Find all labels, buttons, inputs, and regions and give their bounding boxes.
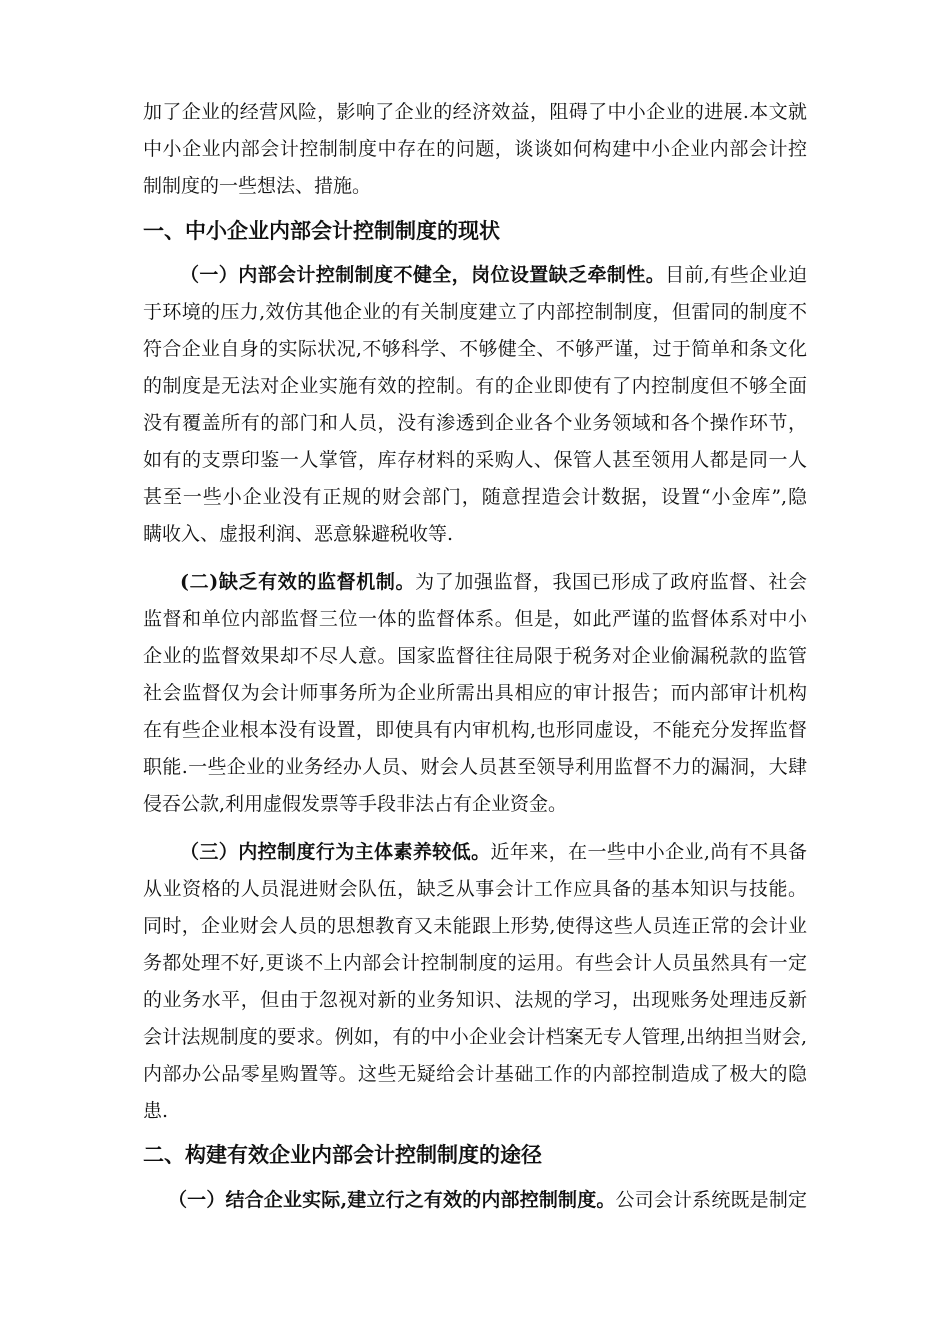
paragraph-line: 患. bbox=[143, 1100, 169, 1122]
paragraph-line: 的业务水平，但由于忽视对新的业务知识、法规的学习，出现账务处理违反新 bbox=[143, 989, 807, 1011]
paragraph-line: 甚至一些小企业没有正规的财会部门，随意捏造会计数据，设置“小金库”,隐 bbox=[143, 486, 807, 508]
section-heading: 一、中小企业内部会计控制制度的现状 bbox=[143, 219, 500, 243]
paragraph-text: 目前,有些企业迫 bbox=[665, 264, 807, 286]
paragraph-lead: （一）内部会计控制制度不健全，岗位设置缺乏牵制性。 bbox=[180, 264, 666, 286]
paragraph-first-line bbox=[180, 263, 807, 287]
paragraph-first-line bbox=[168, 1188, 807, 1212]
paragraph-text: 近年来，在一些中小企业,尚有不具备 bbox=[490, 841, 807, 863]
paragraph-lead: （一）结合企业实际,建立行之有效的内部控制制度。 bbox=[168, 1189, 616, 1211]
paragraph-line: 如有的支票印鉴一人掌管，库存材料的采购人、保管人甚至领用人都是同一人 bbox=[143, 449, 807, 471]
paragraph-line: 企业的监督效果却不尽人意。国家监督往往局限于税务对企业偷漏税款的监管 bbox=[143, 645, 807, 667]
paragraph-line: 于环境的压力,效仿其他企业的有关制度建立了内部控制制度，但雷同的制度不 bbox=[143, 301, 807, 323]
paragraph-text: 公司会计系统既是制定 bbox=[615, 1189, 807, 1211]
paragraph-line: 瞒收入、虚报利润、恶意躲避税收等. bbox=[143, 523, 454, 545]
paragraph-line: 没有覆盖所有的部门和人员，没有渗透到企业各个业务领域和各个操作环节， bbox=[143, 412, 807, 434]
section-heading: 二、构建有效企业内部会计控制制度的途径 bbox=[143, 1143, 542, 1167]
paragraph-line: 在有些企业根本没有设置，即使具有内审机构,也形同虚设，不能充分发挥监督 bbox=[143, 719, 807, 741]
paragraph-line: 侵吞公款,利用虚假发票等手段非法占有企业资金。 bbox=[143, 793, 568, 815]
paragraph-line: 会计法规制度的要求。例如，有的中小企业会计档案无专人管理,出纳担当财会, bbox=[143, 1026, 807, 1048]
intro-line: 加了企业的经营风险，影响了企业的经济效益，阻碍了中小企业的进展.本文就 bbox=[143, 101, 807, 123]
paragraph-lead: (二)缺乏有效的监督机制。 bbox=[180, 571, 416, 593]
paragraph-line: 内部办公品零星购置等。这些无疑给会计基础工作的内部控制造成了极大的隐 bbox=[143, 1063, 807, 1085]
paragraph-first-line bbox=[180, 570, 807, 594]
paragraph-lead: （三）内控制度行为主体素养较低。 bbox=[180, 841, 491, 863]
paragraph-first-line bbox=[180, 840, 807, 864]
paragraph-line: 从业资格的人员混进财会队伍，缺乏从事会计工作应具备的基本知识与技能。 bbox=[143, 878, 807, 900]
paragraph-line: 同时，企业财会人员的思想教育又未能跟上形势,使得这些人员连正常的会计业 bbox=[143, 915, 807, 937]
paragraph-line: 社会监督仅为会计师事务所为企业所需出具相应的审计报告；而内部审计机构 bbox=[143, 682, 807, 704]
paragraph-line: 的制度是无法对企业实施有效的控制。有的企业即使有了内控制度但不够全面 bbox=[143, 375, 807, 397]
intro-line: 制制度的一些想法、措施。 bbox=[143, 175, 372, 197]
intro-line: 中小企业内部会计控制制度中存在的问题，谈谈如何构建中小企业内部会计控 bbox=[143, 138, 807, 160]
paragraph-line: 务都处理不好,更谈不上内部会计控制制度的运用。有些会计人员虽然具有一定 bbox=[143, 952, 807, 974]
paragraph-text: 为了加强监督，我国已形成了政府监督、社会 bbox=[415, 571, 807, 593]
paragraph-line: 职能.一些企业的业务经办人员、财会人员甚至领导利用监督不力的漏洞，大肆 bbox=[143, 756, 807, 778]
paragraph-line: 监督和单位内部监督三位一体的监督体系。但是，如此严谨的监督体系对中小 bbox=[143, 608, 807, 630]
paragraph-line: 符合企业自身的实际状况,不够科学、不够健全、不够严谨，过于简单和条文化 bbox=[143, 338, 807, 360]
